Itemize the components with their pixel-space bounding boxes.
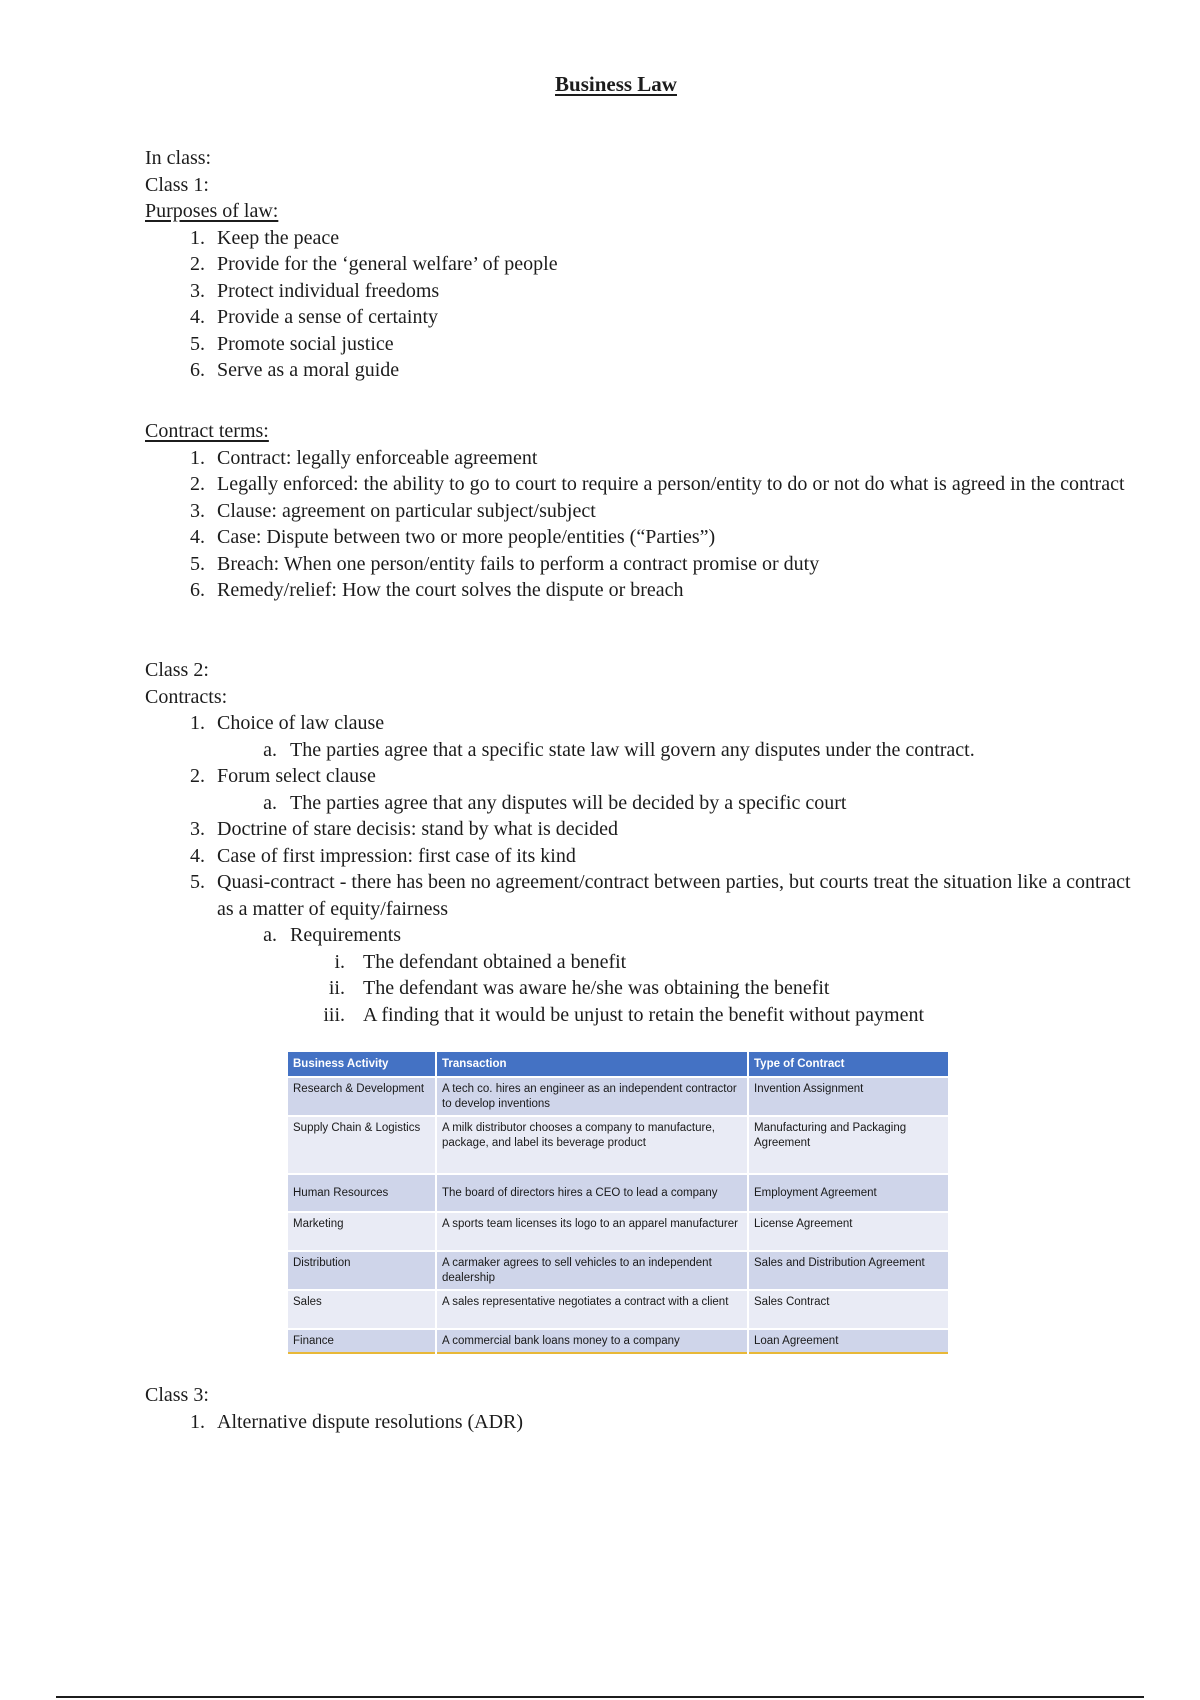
class1-section [145, 145, 1147, 384]
list-item: 1. Alternative dispute resolutions (ADR) [190, 1410, 524, 1433]
list-item: ii. The defendant was aware he/she was obtaining the benefit [328, 977, 830, 999]
contract-types-table [288, 1052, 948, 1354]
table-header-cell: Type of Contract [748, 1052, 948, 1077]
class1-heading: Class 1: [145, 173, 209, 196]
table-cell: A commercial bank loans money to a company [436, 1329, 748, 1353]
table-row [288, 1174, 948, 1212]
list-item: 3. Doctrine of stare decisis: stand by what is decided [190, 818, 618, 840]
table-cell: Sales Contract [748, 1290, 948, 1329]
class3-heading: Class 3: [145, 1384, 209, 1406]
page-title: Business Law [555, 72, 677, 96]
table-cell: Loan Agreement [748, 1329, 948, 1353]
table-row [288, 1116, 948, 1174]
table-cell: Manufacturing and Packaging Agreement [748, 1116, 948, 1174]
list-item: a. Requirements [263, 924, 402, 946]
table-cell: Sales and Distribution Agreement [748, 1251, 948, 1290]
list-item: 4. Case of first impression: first case of its kind [190, 844, 576, 867]
list-item: a. The parties agree that a specific state law will govern any disputes under the contract. [263, 738, 975, 761]
table-row [288, 1251, 948, 1290]
table-row [288, 1077, 948, 1116]
table-cell: Supply Chain & Logistics [288, 1116, 436, 1174]
list-item: 6. Remedy/relief: How the court solves the dispute or breach [190, 579, 684, 601]
list-item: 2. Provide for the ‘general welfare’ of people [190, 253, 558, 275]
table-cell: Human Resources [288, 1174, 436, 1212]
table-header-row [288, 1052, 948, 1077]
list-item: 3. Clause: agreement on particular subject/subject [190, 499, 596, 522]
class2-section [145, 657, 1153, 1028]
table-cell: A carmaker agrees to sell vehicles to an independent dealership [436, 1251, 748, 1290]
purposes-heading: Purposes of law: [145, 200, 279, 222]
list-item: 3. Protect individual freedoms [190, 279, 440, 302]
list-item: 5. Breach: When one person/entity fails to perform a contract promise or duty [190, 552, 820, 575]
contract-terms-heading: Contract terms: [145, 420, 269, 442]
list-item: 4. Provide a sense of certainty [190, 306, 439, 328]
table-cell: Employment Agreement [748, 1174, 948, 1212]
table-cell: Distribution [288, 1251, 436, 1290]
list-item: i. The defendant obtained a benefit [334, 950, 627, 973]
list-item: 1. Contract: legally enforceable agreement [190, 446, 538, 469]
list-item: 6. Serve as a moral guide [190, 359, 400, 381]
in-class-label: In class: [145, 147, 212, 169]
table-row [288, 1290, 948, 1329]
table-cell: The board of directors hires a CEO to lead a company [436, 1174, 748, 1212]
list-item: a. The parties agree that any disputes will be decided by a specific court [263, 791, 847, 814]
table-cell: Finance [288, 1329, 436, 1353]
list-item: 5. Quasi-contract - there has been no agreement/contract between parties, but courts treat the situation like a contract as a matter of equity/fairness [190, 871, 1131, 920]
page-divider [56, 1696, 1144, 1698]
list-item: 1. Keep the peace [190, 226, 340, 249]
table-cell: Research & Development [288, 1077, 436, 1116]
table-row [288, 1329, 948, 1353]
table-cell: A sports team licenses its logo to an apparel manufacturer [436, 1212, 748, 1251]
list-item: 2. Legally enforced: the ability to go to court to require a person/entity to do or not do what is agreed in the contract [190, 473, 1125, 495]
contracts-heading: Contracts: [145, 685, 228, 708]
class3-section [145, 1382, 1147, 1435]
list-item: 1. Choice of law clause [190, 712, 385, 734]
table-cell: License Agreement [748, 1212, 948, 1251]
list-item: 4. Case: Dispute between two or more people/entities (“Parties”) [190, 526, 716, 548]
table-cell: A tech co. hires an engineer as an independent contractor to develop inventions [436, 1077, 748, 1116]
list-item: 2. Forum select clause [190, 765, 376, 787]
list-item: iii. A finding that it would be unjust to retain the benefit without payment [323, 1003, 925, 1026]
table-row [288, 1212, 948, 1251]
table-cell: Sales [288, 1290, 436, 1329]
contract-terms-section [145, 418, 1147, 604]
table-cell: A sales representative negotiates a contract with a client [436, 1290, 748, 1329]
table-cell: Invention Assignment [748, 1077, 948, 1116]
table-header-cell: Business Activity [288, 1052, 436, 1077]
table-header-cell: Transaction [436, 1052, 748, 1077]
table-cell: Marketing [288, 1212, 436, 1251]
class2-heading: Class 2: [145, 659, 209, 681]
table-cell: A milk distributor chooses a company to manufacture, package, and label its beverage product [436, 1116, 748, 1174]
list-item: 5. Promote social justice [190, 332, 394, 355]
